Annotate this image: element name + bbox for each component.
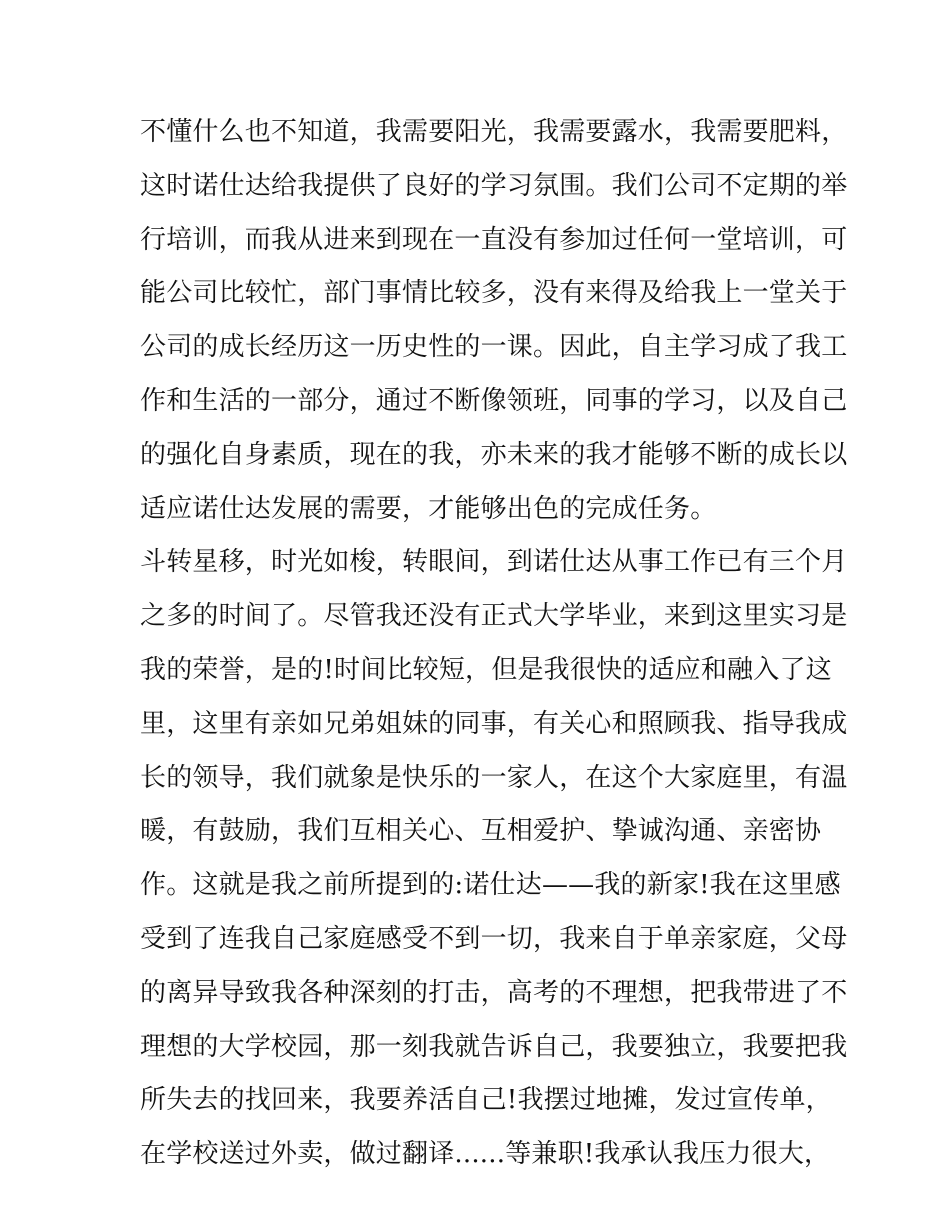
text-line: 里，这里有亲如兄弟姐妹的同事，有关心和照顾我、指导我成 — [140, 708, 848, 739]
text-line: 的离异导致我各种深刻的打击，高考的不理想，把我带进了不 — [140, 977, 848, 1008]
text-line: 暖，有鼓励，我们互相关心、互相爱护、挚诚沟通、亲密协 — [140, 816, 822, 847]
text-line: 长的领导，我们就象是快乐的一家人，在这个大家庭里，有温 — [140, 762, 848, 793]
text-line: 这时诺仕达给我提供了良好的学习氛围。我们公司不定期的举 — [140, 170, 848, 201]
text-line: 作和生活的一部分，通过不断像领班，同事的学习，以及自己 — [140, 385, 848, 416]
text-line: 能公司比较忙，部门事情比较多，没有来得及给我上一堂关于 — [140, 278, 848, 309]
text-line: 在学校送过外卖，做过翻译......等兼职!我承认我压力很大， — [140, 1139, 831, 1170]
text-line: 行培训，而我从进来到现在一直没有参加过任何一堂培训，可 — [140, 224, 848, 255]
text-line: 作。这就是我之前所提到的:诺仕达——我的新家!我在这里感 — [140, 870, 841, 901]
body-text — [140, 106, 848, 1182]
text-line: 的强化自身素质，现在的我，亦未来的我才能够不断的成长以 — [140, 439, 848, 470]
text-line: 公司的成长经历这一历史性的一课。因此，自主学习成了我工 — [140, 332, 848, 363]
text-line: 所失去的找回来，我要养活自己!我摆过地摊，发过宣传单， — [140, 1085, 832, 1116]
text-line: 不懂什么也不知道，我需要阳光，我需要露水，我需要肥料， — [140, 117, 848, 147]
text-line: 适应诺仕达发展的需要，才能够出色的完成任务。 — [140, 493, 717, 524]
text-line: 之多的时间了。尽管我还没有正式大学毕业，来到这里实习是 — [140, 601, 848, 632]
text-line: 受到了连我自己家庭感受不到一切，我来自于单亲家庭，父母 — [140, 923, 848, 954]
text-line: 我的荣誉，是的!时间比较短，但是我很快的适应和融入了这 — [140, 654, 832, 685]
text-line: 理想的大学校园，那一刻我就告诉自己，我要独立，我要把我 — [140, 1031, 848, 1062]
text-line: 斗转星移，时光如梭，转眼间，到诺仕达从事工作已有三个月 — [140, 547, 848, 578]
